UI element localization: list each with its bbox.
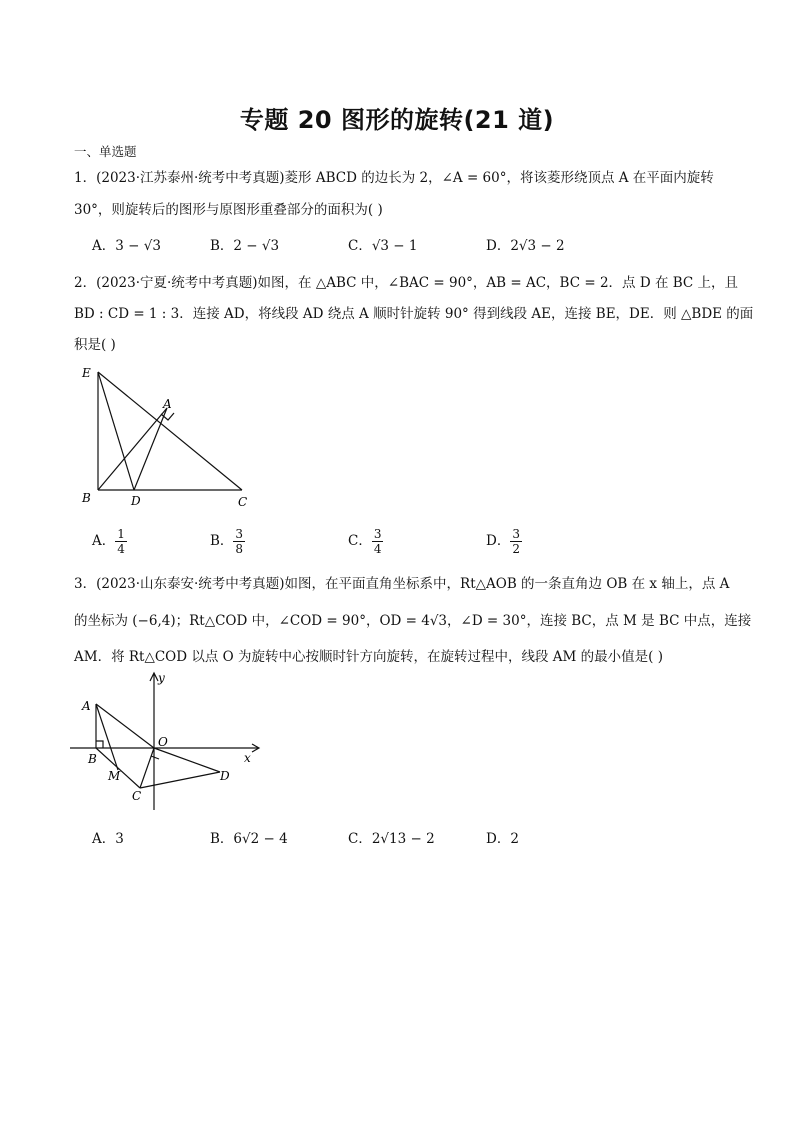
- q3-text-line3: AM．将 Rt△COD 以点 O 为旋转中心按顺时针方向旋转，在旋转过程中，线段 AM 的最小值是( ): [74, 649, 663, 665]
- q2-text-line3: 积是( ): [74, 337, 116, 353]
- section-label: 一、单选题: [74, 144, 137, 159]
- q1-option-c[interactable]: C．√3 − 1: [348, 238, 418, 254]
- q3-label-y: y: [158, 671, 165, 685]
- q3-text-line2: 的坐标为 (−6,4)；Rt△COD 中，∠COD = 90°，OD = 4√3，∠D = 30°，连接 BC，点 M 是 BC 中点，连接: [74, 613, 752, 629]
- q1-option-a[interactable]: A．3 − √3: [92, 238, 161, 254]
- q2-option-a[interactable]: A． $\frac{1}{4}$: [92, 527, 125, 556]
- q2-option-c[interactable]: C． $\frac{3}{4}$: [348, 527, 382, 556]
- q3-label-o: O: [158, 735, 168, 749]
- q1-text-line2: 30°，则旋转后的图形与原图形重叠部分的面积为( ): [74, 202, 383, 218]
- q3-option-a[interactable]: A．3: [92, 831, 124, 847]
- q3-label-c: C: [132, 789, 142, 803]
- q3-option-b[interactable]: B．6√2 − 4: [210, 831, 288, 847]
- q3-coordinate-figure: [70, 670, 270, 815]
- q2-label-c: C: [238, 495, 248, 509]
- q2-label-e: E: [82, 366, 91, 380]
- q1-option-d[interactable]: D．2√3 − 2: [486, 238, 565, 254]
- q3-text-line1: 3．(2023·山东泰安·统考中考真题)如图，在平面直角坐标系中，Rt△AOB 的一条直角边 OB 在 x 轴上，点 A: [74, 576, 730, 592]
- q1-option-b[interactable]: B．2 − √3: [210, 238, 280, 254]
- q2-triangle-figure: [70, 362, 260, 512]
- q3-label-d: D: [220, 769, 230, 783]
- q3-option-d[interactable]: D．2: [486, 831, 519, 847]
- page-title: 专题 20 图形的旋转(21 道): [239, 106, 555, 134]
- q3-label-x: x: [244, 751, 251, 765]
- q2-text-line2: BD : CD = 1 : 3．连接 AD，将线段 AD 绕点 A 顺时针旋转 90° 得到线段 AE，连接 BE，DE．则 △BDE 的面: [74, 306, 754, 322]
- q3-option-c[interactable]: C．2√13 − 2: [348, 831, 435, 847]
- q3-label-a: A: [82, 699, 91, 713]
- q3-label-m: M: [108, 769, 121, 783]
- q1-text-line1: 1．(2023·江苏泰州·统考中考真题)菱形 ABCD 的边长为 2，∠A = 60°，将该菱形绕顶点 A 在平面内旋转: [74, 170, 714, 186]
- q3-label-b: B: [88, 752, 97, 766]
- q2-option-d[interactable]: D． $\frac{3}{2}$: [486, 527, 520, 556]
- q2-label-a: A: [163, 397, 172, 411]
- q2-label-d: D: [131, 494, 141, 508]
- q2-text-line1: 2．(2023·宁夏·统考中考真题)如图，在 △ABC 中，∠BAC = 90°，AB = AC，BC = 2．点 D 在 BC 上，且: [74, 275, 739, 291]
- q2-option-b[interactable]: B． $\frac{3}{8}$: [210, 527, 244, 556]
- q2-label-b: B: [82, 491, 91, 505]
